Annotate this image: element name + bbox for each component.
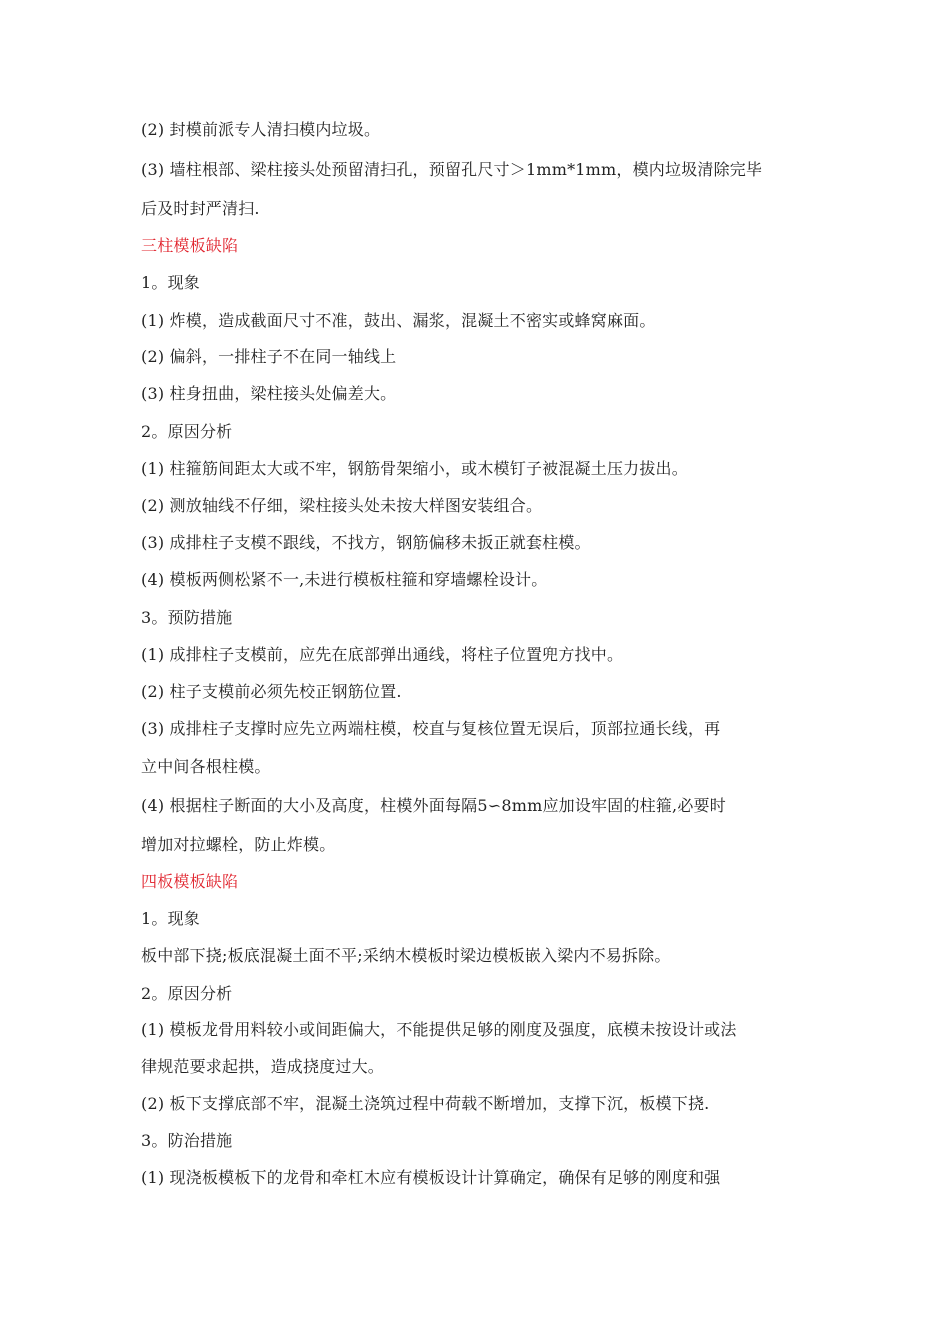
paragraph-line: (3) 墙柱根部、梁柱接头处预留清扫孔，预留孔尺寸＞1mm*1mm，模内垃圾清除完毕 xyxy=(141,160,763,179)
subheading-cause-analysis: 2。原因分析 xyxy=(141,984,233,1003)
paragraph-line: 律规范要求起拱，造成挠度过大。 xyxy=(141,1057,385,1076)
subheading-phenomenon: 1。现象 xyxy=(141,909,200,928)
paragraph-line: 增加对拉螺栓，防止炸模。 xyxy=(141,835,336,854)
paragraph-line: (1) 炸模，造成截面尺寸不准，鼓出、漏浆，混凝土不密实或蜂窝麻面。 xyxy=(141,311,656,330)
paragraph-line: (4) 根据柱子断面的大小及高度，柱模外面每隔5∽8mm应加设牢固的柱箍,必要时 xyxy=(141,796,726,815)
paragraph-line: (1) 模板龙骨用料较小或间距偏大，不能提供足够的刚度及强度，底模未按设计或法 xyxy=(141,1020,737,1039)
paragraph-line: (1) 成排柱子支模前，应先在底部弹出通线，将柱子位置兜方找中。 xyxy=(141,645,624,664)
paragraph-line: (2) 封模前派专人清扫模内垃圾。 xyxy=(141,120,381,139)
subheading-cause-analysis: 2。原因分析 xyxy=(141,422,233,441)
paragraph-line: (3) 成排柱子支模不跟线，不找方，钢筋偏移未扳正就套柱模。 xyxy=(141,533,591,552)
subheading-phenomenon: 1。现象 xyxy=(141,273,200,292)
subheading-prevention: 3。防治措施 xyxy=(141,1131,233,1150)
paragraph-line: (1) 柱箍筋间距太大或不牢，钢筋骨架缩小，或木模钉子被混凝土压力拔出。 xyxy=(141,459,688,478)
paragraph-line: 板中部下挠;板底混凝土面不平;采纳木模板时梁边模板嵌入梁内不易拆除。 xyxy=(141,946,671,965)
paragraph-line: (2) 板下支撑底部不牢，混凝土浇筑过程中荷载不断增加，支撑下沉，板模下挠. xyxy=(141,1094,710,1113)
section-heading-columns: 三柱模板缺陷 xyxy=(141,236,239,255)
paragraph-line: (2) 柱子支模前必须先校正钢筋位置. xyxy=(141,682,402,701)
paragraph-line: (2) 偏斜，一排柱子不在同一轴线上 xyxy=(141,347,397,366)
paragraph-line: (1) 现浇板模板下的龙骨和牵杠木应有模板设计计算确定，确保有足够的刚度和强 xyxy=(141,1168,721,1187)
paragraph-line: (4) 模板两侧松紧不一,未进行模板柱箍和穿墙螺栓设计。 xyxy=(141,570,548,589)
section-heading-slabs: 四板模板缺陷 xyxy=(141,872,239,891)
paragraph-line: (3) 成排柱子支撑时应先立两端柱模，校直与复核位置无误后，顶部拉通长线，再 xyxy=(141,719,721,738)
paragraph-line: (2) 测放轴线不仔细，梁柱接头处未按大样图安装组合。 xyxy=(141,496,543,515)
paragraph-line: 后及时封严清扫. xyxy=(141,199,260,218)
paragraph-line: 立中间各根柱模。 xyxy=(141,757,271,776)
subheading-prevention: 3。预防措施 xyxy=(141,608,233,627)
paragraph-line: (3) 柱身扭曲，梁柱接头处偏差大。 xyxy=(141,384,397,403)
